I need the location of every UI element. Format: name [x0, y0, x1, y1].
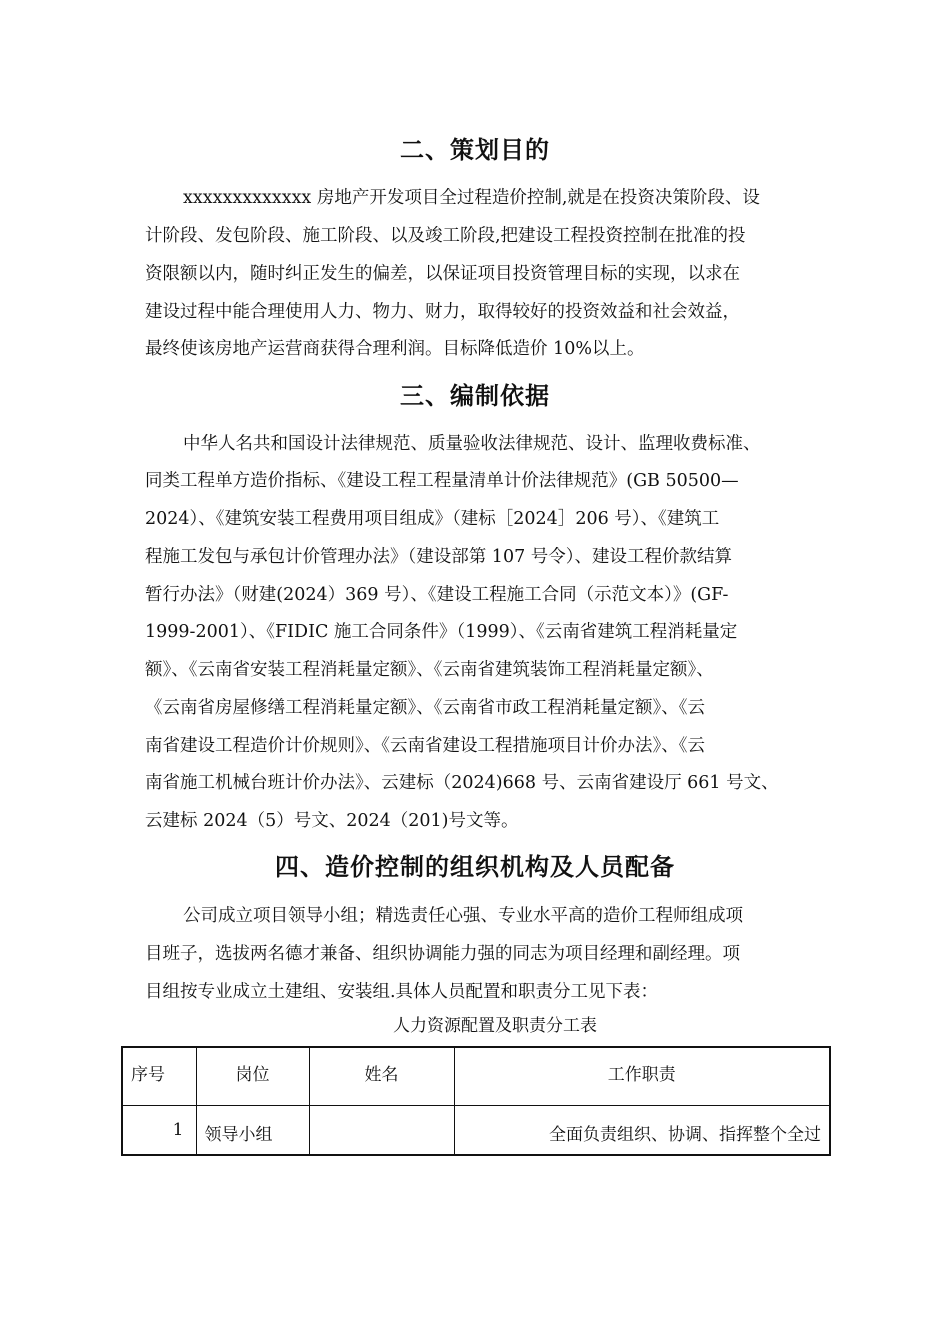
paragraph-line: 云建标 2024（5）号文、2024（201)号文等。 [145, 811, 519, 831]
staffing-table [121, 1046, 831, 1156]
paragraph-line: 《云南省房屋修缮工程消耗量定额》、《云南省市政工程消耗量定额》、《云 [145, 698, 705, 718]
header-duties: 工作职责 [454, 1047, 830, 1105]
section-heading-organization-staffing: 四、造价控制的组织机构及人员配备 [275, 853, 675, 881]
paragraph-line: 目组按专业成立土建组、安装组.具体人员配置和职责分工见下表： [145, 982, 659, 1002]
paragraph-line: 目班子，选拔两名德才兼备、组织协调能力强的同志为项目经理和副经理。项 [145, 944, 740, 964]
table-row [122, 1105, 830, 1155]
paragraph-line: 南省施工机械台班计价办法》、云建标（2024)668 号、云南省建设厅 661 号文、 [145, 773, 779, 793]
paragraph-line: 南省建设工程造价计价规则》、《云南省建设工程措施项目计价办法》、《云 [145, 736, 705, 756]
cell-name [309, 1105, 454, 1155]
section-heading-compilation-basis: 三、编制依据 [400, 382, 550, 410]
table-caption: 人力资源配置及职责分工表 [393, 1016, 597, 1036]
paragraph-line: xxxxxxxxxxxxx 房地产开发项目全过程造价控制,就是在投资决策阶段、设 [183, 188, 760, 208]
header-position: 岗位 [196, 1047, 309, 1105]
header-name: 姓名 [309, 1047, 454, 1105]
paragraph-line: 公司成立项目领导小组；精选责任心强、专业水平高的造价工程师组成项 [183, 906, 743, 926]
paragraph-line: 建设过程中能合理使用人力、物力、财力，取得较好的投资效益和社会效益， [145, 302, 740, 322]
paragraph-line: 程施工发包与承包计价管理办法》（建设部第 107 号令）、建设工程价款结算 [145, 547, 733, 567]
paragraph-line: 同类工程单方造价指标、《建设工程工程量清单计价法律规范》(GB 50500— [145, 471, 739, 491]
paragraph-line: 资限额以内，随时纠正发生的偏差，以保证项目投资管理目标的实现，以求在 [145, 264, 740, 284]
paragraph-line: 2024）、《建筑安装工程费用项目组成》（建标［2024］206 号）、《建筑工 [145, 509, 720, 529]
paragraph-line: 计阶段、发包阶段、施工阶段、以及竣工阶段,把建设工程投资控制在批准的投 [145, 226, 746, 246]
paragraph-line: 暂行办法》（财建(2024）369 号）、《建设工程施工合同（示范文本）》(GF- [145, 585, 729, 605]
table-header-row [122, 1047, 830, 1105]
paragraph-line: 1999-2001）、《FIDIC 施工合同条件》（1999）、《云南省建筑工程消耗量定 [145, 622, 738, 642]
paragraph-line: 额》、《云南省安装工程消耗量定额》、《云南省建筑装饰工程消耗量定额》、 [145, 660, 714, 680]
cell-duties: 全面负责组织、协调、指挥整个全过 [454, 1105, 830, 1155]
paragraph-line: 中华人名共和国设计法律规范、质量验收法律规范、设计、监理收费标准、 [183, 434, 761, 454]
cell-position: 领导小组 [196, 1105, 309, 1155]
paragraph-line: 最终使该房地产运营商获得合理利润。目标降低造价 10%以上。 [145, 339, 645, 359]
section-heading-planning-purpose: 二、策划目的 [400, 136, 550, 164]
cell-index: 1 [122, 1105, 196, 1155]
header-index: 序号 [122, 1047, 196, 1105]
